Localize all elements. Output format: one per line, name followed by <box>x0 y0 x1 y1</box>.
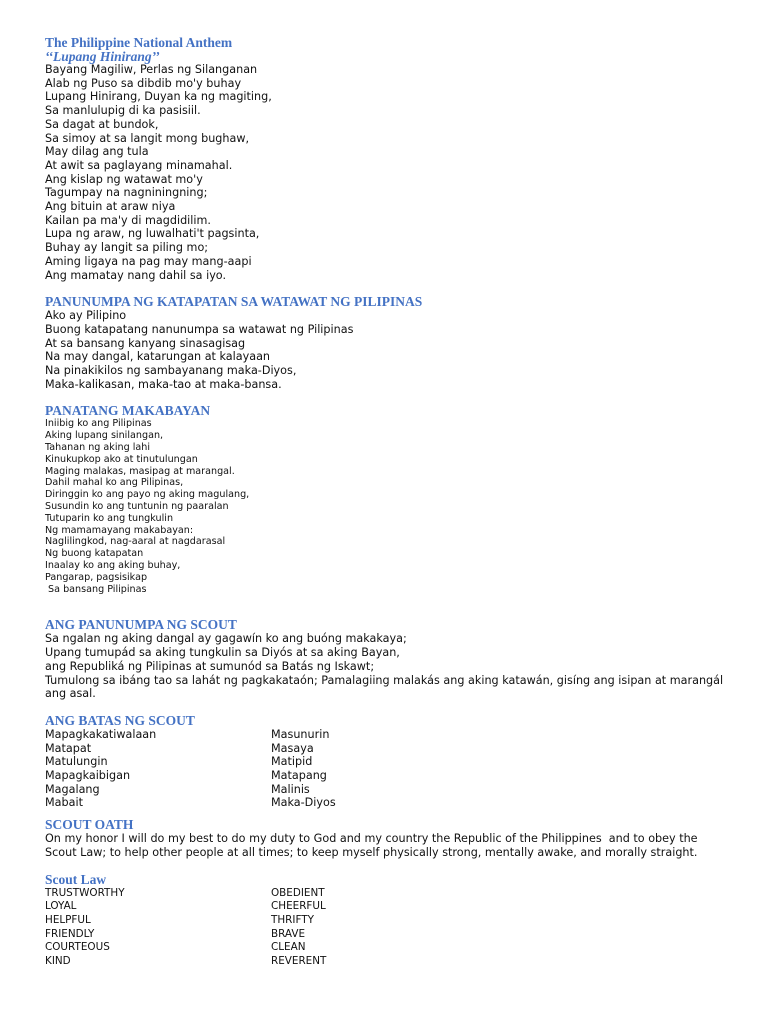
oath-line: ang Republiká ng Pilipinas at sumunód sa Batás ng Iskawt; <box>45 659 375 673</box>
scout-law-title: Scout Law <box>45 871 107 887</box>
lyric-line: Tagumpay na nagniningning; <box>45 186 208 200</box>
law-item: Magalang <box>45 782 100 796</box>
lyric-line: Aming ligaya na pag may mang-aapi <box>45 254 252 268</box>
law-item: Maka-Diyos <box>271 796 336 810</box>
anthem-lyrics <box>45 63 725 282</box>
pledge-line: Susundin ko ang tuntunin ng paaralan <box>45 501 229 513</box>
lyric-line: Buhay ay langit sa piling mo; <box>45 241 209 255</box>
batas-title: ANG BATAS NG SCOUT <box>45 712 195 728</box>
batas-list <box>45 728 725 810</box>
pledge-line: Inaalay ko ang aking buhay, <box>45 560 181 572</box>
pledge-line: Tutuparin ko ang tungkulin <box>45 512 174 524</box>
pledge-line: Tahanan ng aking lahi <box>45 442 151 454</box>
law-item: Matulungin <box>45 755 108 769</box>
law-item: THRIFTY <box>271 913 314 926</box>
pledge-line: Iniibig ko ang Pilipinas <box>45 418 152 430</box>
pledge-line: Na may dangal, katarungan at kalayaan <box>45 350 271 364</box>
lyric-line: Sa dagat at bundok, <box>45 117 159 131</box>
law-item: Matapat <box>45 741 92 755</box>
law-item: Masunurin <box>271 727 330 741</box>
lyric-line: Ang bituin at araw niya <box>45 200 176 214</box>
pledge-line: Aking lupang sinilangan, <box>45 430 164 442</box>
pledge-line: At sa bansang kanyang sinasagisag <box>45 336 246 350</box>
lyric-line: Bayang Magiliw, Perlas ng Silanganan <box>45 63 258 76</box>
lyric-line: Sa manlulupig di ka pasisiil. <box>45 104 201 118</box>
law-item: Mapagkakatiwalaan <box>45 727 157 741</box>
law-item: CHEERFUL <box>271 900 326 913</box>
lyric-line: Alab ng Puso sa dibdib mo'y buhay <box>45 76 242 90</box>
law-item: OBEDIENT <box>271 886 325 899</box>
pledge-line: Pangarap, pagsisikap <box>45 571 148 583</box>
pledge-line: Ng buong katapatan <box>45 548 144 560</box>
law-item: Malinis <box>271 782 310 796</box>
document-page <box>45 36 725 969</box>
scout-panunumpa-paragraph: Tumulong sa ibáng tao sa lahát ng pagkakataón; Pamalagiing malakás ang aking katawán, gisíng ang isipan at marangál ang asal. <box>45 673 724 701</box>
law-item: CLEAN <box>271 941 306 954</box>
scout-panunumpa-text <box>45 632 725 673</box>
panunumpa-title: PANUNUMPA NG KATAPATAN SA WATAWAT NG PILIPINAS <box>45 294 423 310</box>
lyric-line: Ang kislap ng watawat mo'y <box>45 172 203 186</box>
lyric-line: Ang mamatay nang dahil sa iyo. <box>45 268 227 282</box>
law-item: BRAVE <box>271 927 306 940</box>
law-item: Mabait <box>45 796 83 810</box>
pledge-line: Naglilingkod, nag-aaral at nagdarasal <box>45 536 226 548</box>
pledge-line: Maka-kalikasan, maka-tao at maka-bansa. <box>45 377 282 391</box>
lyric-line: Sa simoy at sa langit mong bughaw, <box>45 131 250 145</box>
lyric-line: At awit sa paglayang minamahal. <box>45 158 233 172</box>
pledge-line: Dahil mahal ko ang Pilipinas, <box>45 477 184 489</box>
pledge-line: Kinukupkop ako at tinutulungan <box>45 453 198 465</box>
scout-oath-text: On my honor I will do my best to do my duty to God and my country the Republic of the Philippines and to obey the Scout Law; to help other people at all times; to keep myself physically strong, mentally awake, and morally straight. <box>45 832 702 859</box>
anthem-subtitle: ‘‘Lupang Hinirang’’ <box>45 49 160 64</box>
scout-law-list <box>45 887 725 969</box>
pledge-line: Sa bansang Pilipinas <box>45 583 147 595</box>
lyric-line: Kailan pa ma'y di magdidilim. <box>45 213 211 227</box>
pledge-line: Ng mamamayang makabayan: <box>45 524 194 536</box>
law-item: KIND <box>45 955 71 968</box>
pledge-line: Na pinakikilos ng sambayanang maka-Diyos, <box>45 364 297 378</box>
panatang-text <box>45 418 725 595</box>
lyric-line: May dilag ang tula <box>45 145 149 159</box>
law-item: FRIENDLY <box>45 927 95 940</box>
lyric-line: Lupa ng araw, ng luwalhati't pagsinta, <box>45 227 260 241</box>
scout-panunumpa-title: ANG PANUNUMPA NG SCOUT <box>45 617 237 633</box>
law-item: Mapagkaibigan <box>45 769 131 783</box>
law-item: REVERENT <box>271 955 327 968</box>
anthem-title: The Philippine National Anthem <box>45 35 233 50</box>
law-item: COURTEOUS <box>45 941 110 954</box>
pledge-line: Diringgin ko ang payo ng aking magulang, <box>45 489 250 501</box>
law-item: Masaya <box>271 741 314 755</box>
pledge-line: Maging malakas, masipag at marangal. <box>45 465 235 477</box>
pledge-line: Buong katapatang nanunumpa sa watawat ng Pilipinas <box>45 322 354 336</box>
oath-line: Sa ngalan ng aking dangal ay gagawín ko ang buóng makakaya; <box>45 632 407 646</box>
lyric-line: Lupang Hinirang, Duyan ka ng magiting, <box>45 90 272 104</box>
pledge-line: Ako ay Pilipino <box>45 309 127 323</box>
law-item: HELPFUL <box>45 913 91 926</box>
panunumpa-text <box>45 309 725 391</box>
oath-line: Upang tumupád sa aking tungkulin sa Diyós at sa aking Bayan, <box>45 646 400 660</box>
scout-oath-title: SCOUT OATH <box>45 817 134 833</box>
law-item: Matapang <box>271 769 327 783</box>
panatang-title: PANATANG MAKABAYAN <box>45 403 211 419</box>
law-item: Matipid <box>271 755 313 769</box>
law-item: TRUSTWORTHY <box>45 886 125 899</box>
law-item: LOYAL <box>45 900 77 913</box>
